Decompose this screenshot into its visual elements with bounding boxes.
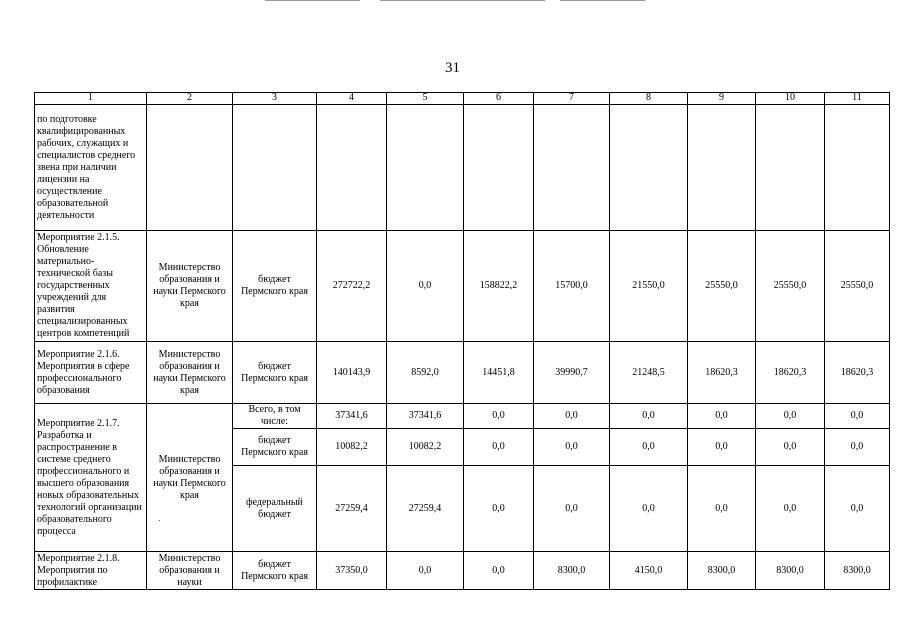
executor: Министерство образования и науки Пермского края [147,231,233,342]
value-cell: 25550,0 [825,231,890,342]
table-row [35,231,890,342]
value-cell: 8592,0 [387,342,464,404]
value-cell: 158822,2 [464,231,534,342]
value-cell: 0,0 [688,466,756,552]
value-cell: 18620,3 [825,342,890,404]
col-header: 4 [317,93,387,105]
value-cell: 15700,0 [534,231,610,342]
measure-name: Мероприятие 2.1.7. Разработка и распространение в системе среднего профессионального и высшего образования новых образовательных технологий организации образовательного процесса [35,404,147,552]
measure-name: Мероприятие 2.1.5. Обновление материально-технической базы государственных учреждений для развития специализированных центров компетенций [35,231,147,342]
value-cell: 0,0 [825,404,890,429]
value-cell: 25550,0 [688,231,756,342]
value-cell: 10082,2 [387,429,464,466]
col-header: 8 [610,93,688,105]
table-row [35,105,890,231]
funding-source: федеральный бюджет [233,466,317,552]
value-cell: 21550,0 [610,231,688,342]
value-cell: 8300,0 [688,552,756,590]
top-rule-center [380,0,545,1]
value-cell: 0,0 [534,404,610,429]
executor: Министерство образования и науки Пермского края [147,404,233,552]
table-row [35,552,890,590]
col-header: 10 [756,93,825,105]
scan-speck [159,520,160,521]
value-cell: 37341,6 [387,404,464,429]
value-cell: 272722,2 [317,231,387,342]
funding-source: бюджет Пермского края [233,552,317,590]
value-cell: 8300,0 [534,552,610,590]
value-cell: 18620,3 [688,342,756,404]
value-cell: 0,0 [464,466,534,552]
value-cell: 0,0 [688,404,756,429]
value-cell: 0,0 [464,404,534,429]
page-number: 31 [445,60,460,76]
measure-name: Мероприятие 2.1.8. Мероприятия по профилактике [35,552,147,590]
value-cell: 8300,0 [825,552,890,590]
measure-name: по подготовке квалифицированных рабочих, служащих и специалистов среднего звена при наличии лицензии на осуществление образовательной деятельности [35,105,147,231]
value-cell: 0,0 [534,429,610,466]
col-header: 2 [147,93,233,105]
executor: Министерство образования и науки Пермского края [147,342,233,404]
funding-source: Всего, в том числе: [233,404,317,429]
value-cell [387,105,464,231]
value-cell: 14451,8 [464,342,534,404]
value-cell: 37350,0 [317,552,387,590]
value-cell [317,105,387,231]
value-cell: 0,0 [610,404,688,429]
value-cell: 4150,0 [610,552,688,590]
budget-table [34,92,890,590]
measure-name: Мероприятие 2.1.6. Мероприятия в сфере профессионального образования [35,342,147,404]
value-cell: 0,0 [464,552,534,590]
value-cell: 27259,4 [387,466,464,552]
value-cell [825,105,890,231]
col-header: 1 [35,93,147,105]
value-cell: 39990,7 [534,342,610,404]
funding-source: бюджет Пермского края [233,429,317,466]
value-cell: 0,0 [756,466,825,552]
col-header: 6 [464,93,534,105]
top-rule-right [560,0,645,1]
value-cell: 0,0 [534,466,610,552]
value-cell: 27259,4 [317,466,387,552]
value-cell: 0,0 [387,552,464,590]
value-cell [688,105,756,231]
value-cell [464,105,534,231]
value-cell: 10082,2 [317,429,387,466]
value-cell: 0,0 [825,429,890,466]
value-cell: 21248,5 [610,342,688,404]
value-cell: 0,0 [756,429,825,466]
col-header: 7 [534,93,610,105]
value-cell: 0,0 [387,231,464,342]
value-cell: 140143,9 [317,342,387,404]
executor [147,105,233,231]
col-header: 9 [688,93,756,105]
col-header: 3 [233,93,317,105]
funding-source [233,105,317,231]
value-cell: 37341,6 [317,404,387,429]
value-cell: 0,0 [756,404,825,429]
value-cell: 0,0 [688,429,756,466]
funding-source: бюджет Пермского края [233,231,317,342]
value-cell [610,105,688,231]
col-header: 5 [387,93,464,105]
value-cell: 0,0 [610,429,688,466]
value-cell: 0,0 [464,429,534,466]
table-row [35,342,890,404]
value-cell: 25550,0 [756,231,825,342]
value-cell [534,105,610,231]
value-cell [756,105,825,231]
value-cell: 0,0 [825,466,890,552]
col-header: 11 [825,93,890,105]
top-rule-left [265,0,360,1]
executor: Министерство образования и науки [147,552,233,590]
funding-source: бюджет Пермского края [233,342,317,404]
value-cell: 18620,3 [756,342,825,404]
value-cell: 8300,0 [756,552,825,590]
table-row [35,404,890,429]
column-number-row [35,93,890,105]
value-cell: 0,0 [610,466,688,552]
